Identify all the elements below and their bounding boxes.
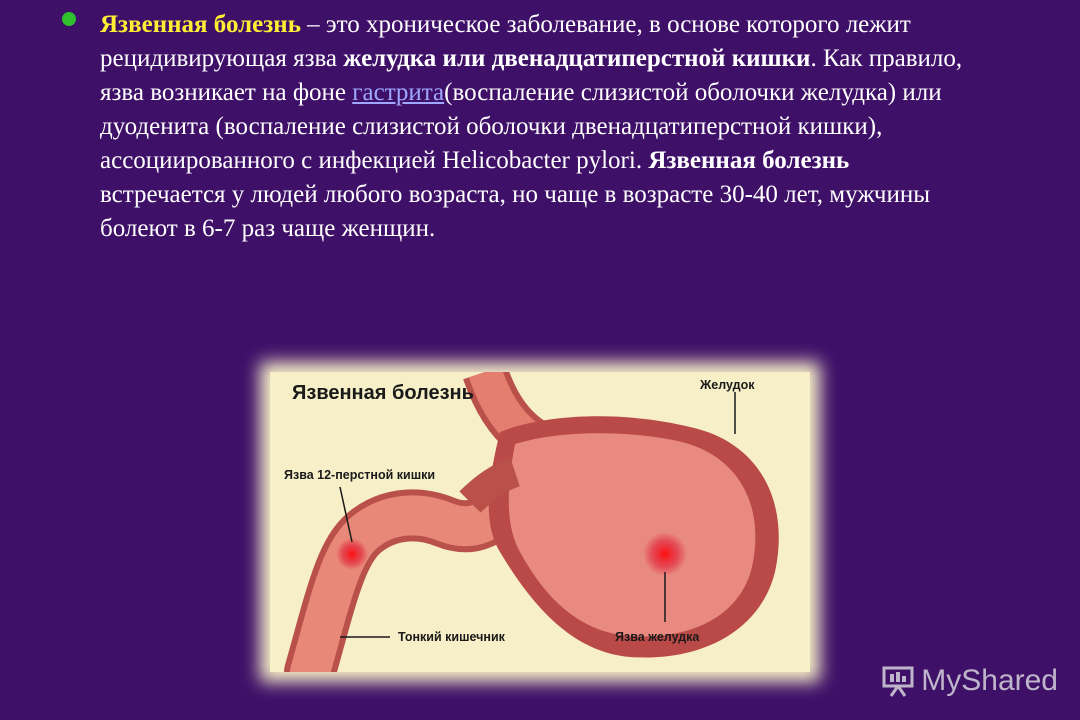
label-small-intestine: Тонкий кишечник <box>398 630 505 644</box>
bullet-dot-icon <box>62 12 76 26</box>
text-segment: (воспаление слизистой оболочки желудка) или дуоденита (воспаление слизистой оболочки двенадцатиперстной кишки), ассоциированного с инфекцией Helicobacter pylori. <box>100 79 942 174</box>
gastritis-link[interactable]: гастрита <box>352 79 445 106</box>
bold-segment: Язвенная болезнь <box>648 147 850 174</box>
watermark-text: MyShared <box>921 664 1058 697</box>
label-stomach: Желудок <box>700 378 755 392</box>
figure-title: Язвенная болезнь <box>292 382 474 404</box>
label-duodenal-ulcer: Язва 12-перстной кишки <box>284 468 436 482</box>
text-segment: встречается у людей любого возраста, но чаще в возрасте 30-40 лет, мужчины болеют в 6-7 раз чаще женщин. <box>100 181 931 242</box>
myshared-watermark <box>881 664 1058 698</box>
text-segment: . Как правило, язва возникает на фоне <box>100 45 963 106</box>
stomach-illustration <box>270 372 810 672</box>
bold-segment: желудка или двенадцатиперстной кишки <box>343 45 811 72</box>
term-highlight: Язвенная болезнь <box>100 11 301 38</box>
description-paragraph <box>66 8 966 246</box>
presentation-board-icon <box>881 664 915 698</box>
text-segment: – это хроническое заболевание, в основе которого лежит рецидивирующая язва <box>100 11 911 72</box>
stomach-drawing <box>270 372 810 672</box>
label-stomach-ulcer: Язва желудка <box>615 630 700 644</box>
main-text-block <box>66 8 966 246</box>
